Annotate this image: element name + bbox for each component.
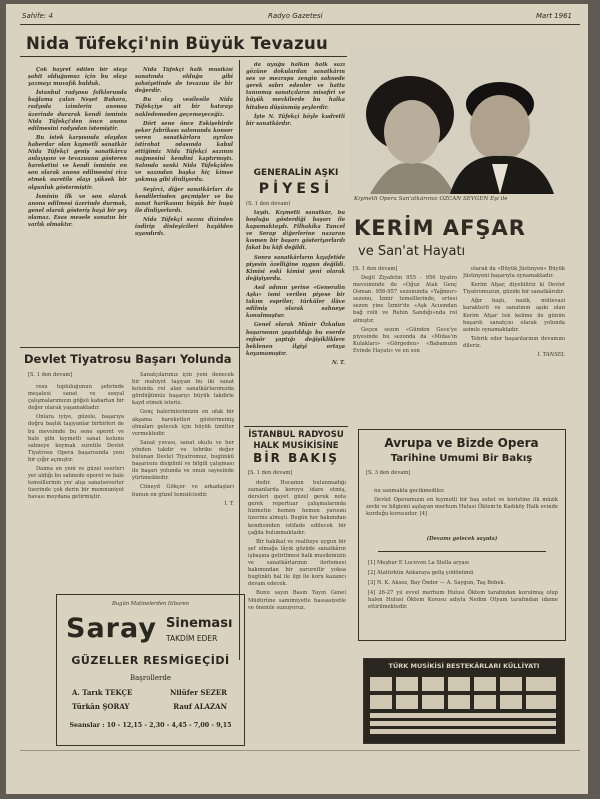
istanbul-headline-1: İSTANBUL RADYOSU: [248, 430, 344, 440]
saray-name: Saray: [66, 613, 157, 644]
generalin-signature: N. T.: [331, 359, 345, 366]
nida-rule: [20, 56, 347, 57]
column-divider: [239, 60, 240, 660]
kulliyat-ad: [363, 658, 565, 744]
page-number: Sahife: 4: [22, 12, 53, 20]
nida-headline: Nida Tüfekçi'nin Büyük Tevazuu: [26, 34, 329, 53]
istanbul-devam: [S. 1 den devam]: [248, 470, 293, 476]
bottom-rule: [20, 750, 580, 751]
istanbul-body: dedir. Hocamın bulunmadığı zamanlarda koroyu idare etmiş, dersleri gayet güzel gerek nota gerek repertuar çalışmalarında hizmetin hemen hemen yarısını üzerine almıştı. Bugün her bakımdan kendisinden istifade edilecek bir çağda bulunmaktadır. Bir hakikat ve realiteye uygun bir şef olmağa lâyık gözüde sanatkârın işbaşına getirilmesi halk musikimizin ve sanatkârlarının ilerlemesi bakımından bir zaruretlir yoksa bugünkü hal ile ilgi ile koru kazancı devam edecek. Bunu sayın Basın Yayın Genel Müdürüne samimiyetle hassasiyetle ve önemle sunuyoruz.: [248, 480, 346, 611]
avrupa-notes: [1] Meşhur E Luceven La Stella aryası [2] Atatürkün Ankaraya geliş yıldönümü [3] N. K. Aksez, Bay Önder — A. Saygun, Taş Bebek. [4] 26-27 yıl evvel merhum Hulusi Öktem tarafından kurulmuş olup halen Hulusi Öktem Korosu adıyla Nedim Otyam tarafından idame ettirilmektedir.: [368, 560, 558, 611]
cast-member: Türkân ŞORAY: [72, 702, 130, 711]
generalin-body: taydı. Kıymetli sanatkâr, bu boşluğu gösterdiği başarı ile kapamaktaydı. Filhakika Tuncel ve Serap diğerlerine nazaran kısmen bir başarı gösteriyorlardı fakat bu kâfi değildi. Sonra sanatkârların kıyafetide piyesin özelliğine uygun değildi. Kimisi eski kimisi yeni olarak değişiyordu. Asıl adının yerine «Generalin Aşkı» ismi verilen piyese bir takım espriler, türküler ilâve edilmiş olarak sahneye konulmuştur. Genel olarak Münir Özkulun başarısının yaşatıldığı bu eserde rejisör yaptığı değişikliklere beklenen ilgiyi ortaya koyamamıştır. N. T.: [246, 210, 345, 366]
cast-member: A. Tarık TEKÇE: [72, 688, 133, 697]
cast-row-1: [72, 688, 227, 697]
devlet-rule: [20, 347, 240, 348]
cast-row-2: [72, 702, 227, 711]
saray-pre: Bugün Matinelerden İtibaren: [111, 601, 190, 607]
avrupa-devam: [S. 3 den devam]: [366, 470, 411, 476]
nida-column-1: Çok hayret edilen bir olayı şahit olduğumuz için bu olayı yazmayı muvafık bulduk. İstanbul radyosu folklorunda bağlama çalan Neşet Buhara, radyoda izimlerin anonsu üzerinde durarak kendi isminin Nida Tüfekçi'den önce anons edilmesini radyodan istemiştir. Bu istek karşısında olaydan haberdar olan kıymetli sanatkâr Nida Tüfekçi geniş sanatkârca anlayışını ve tevazuunu gösteren hareketini ve kendi isminin en son olarak anons edilmesini rica etmek suretile olayı yüksek bir olgunluk göstermiştir. İsminin ilk ve son olarak anons edilmesi üzerinde durmak, genel olarak gösteriş bayâ bir şey olamaz. Esas mesele sanatın bir varlık olmaktır.: [28, 67, 127, 228]
kerim-column-b: olarak da «Büyük Jüstinyen» Büyük Jüstinyeni başarıyla oynamaktadır. Kerim Afşar, diyebiliriz ki Devlet Tiyatromuzun, güzide bir sanatkârıdır. Ağır başlı, nazik, mütevazi karakterli ve sanatının aşıkı olan Kerim Afşar tek kelime ile günün başarılı sanatçısı olarak yolunda asimle oynamaktadır. Tebrik eder başarılarının devamını dileriz. İ. TANSEL: [463, 266, 565, 359]
kerim-subtitle: ve San'at Hayatı: [358, 244, 466, 259]
newspaper-page: [6, 4, 588, 794]
saray-takdim: TAKDİM EDER: [166, 634, 218, 643]
kulliyat-book-list: [368, 675, 560, 739]
kerim-signature: İ. TANSEL: [537, 352, 565, 359]
istanbul-headline-2: HALK MUSİKİSİNE: [253, 441, 339, 451]
istanbul-rule: [244, 426, 348, 427]
devlet-column-1: rosu topluluğunun şehrinde meşalesi sanat ve sosyal çalışmalarımızın göğsü kabartan bir değer olarak yaşamaktadır. Onlara iyiye, güzele, başarıya doğru başlık taşıyanlar birbirleri de bu mevsimde bu sene operet ve bale gibi kıymetli sanat kolunu sahneye koymak suretile Devlet Tiyatrosu Opera başarısında yeni bir çığır açmıştır. Daima en yeni ve güzel eserleri yer aldığı bu sahnede operet ve bale temsillerinin yer alışı sanatseverler üzerinde çok derin bir memnuniyet havası meydana getirmiştir.: [28, 384, 124, 501]
devlet-signature: İ. T.: [224, 500, 234, 507]
devlet-column-2: Sanatçılarımız için yeni denecek bir mahiyet taşıyan bu iki sanat kolunda rol alan sanatkârlarımızda gördüğümüz başarıyı büyük takdirle kayd etmek isteriz. Genç balerinlerimizin en ufak bir akşama hareketleri göstermemiş olmaları gelecek için büyük ümitler vermektedir. Sanat yuvası, sanat okulu ve her yönden takdir ve tebrike değer bulunan Devlet Tiyatromuz, bugünkü başarısını disiplinli ve bilgili çalışması ile başarı yolunda ve onun sayesinde yürümektedir. Cüneyd Gökçer ve arkadaşları bunun en güzel temsilcisidir. İ. T.: [132, 372, 234, 507]
avrupa-subtitle: Tarihine Umumi Bir Bakış: [390, 453, 533, 464]
generalin-headline-bottom: PİYESİ: [258, 181, 334, 197]
istanbul-headline-3: BİR BAKIŞ: [253, 451, 339, 465]
generalin-headline-top: GENERALİN AŞKI: [253, 168, 339, 178]
saray-sinema: Sineması: [166, 616, 233, 631]
avrupa-continue: (Devamı gelecek sayıda): [426, 536, 498, 542]
issue-date: Mart 1961: [536, 12, 572, 20]
seance-times: Seanslar : 10 - 12,15 - 2,30 - 4,45 - 7,00 - 9,15: [69, 722, 232, 729]
header-rule: [20, 24, 580, 25]
kerim-column-a: Değil Ziyafetin 955 - 956 tiyatro mevsiminde de «Oğuz Atak Genç Osman. 956-957 sezonunda «Yağmur» sezonu, İzmir temsillerinde, ertesi sezon yine İzmir'de «Aşk Acısından bağ rolü ve Rehin Sandığı»nda rol almıştır. Geçen sezon «Günden Gece'ye piyesinde bu sezonda da «Midas'ın Kulakları» «Görgeden» «Babamızın Evinde Hayatı» ve en son: [353, 275, 457, 354]
cast-heading: Başrollerde: [129, 674, 172, 682]
cast-member: Nilüfer SEZER: [169, 688, 227, 697]
avrupa-body: nu sanmakta gecikmediler. Devlet Operamızın en kıymetli bir baş solist ve koristine ilk müzik zevki ve bilgisini aşılayan merhum Hulusi Öktem'in Kadıköy Halk evinde kurduğu korosudur. [4]: [366, 488, 558, 518]
devlet-headline: Devlet Tiyatrosu Başarı Yolunda: [24, 352, 232, 366]
nida-column-2: Nida Tüfekçi halk musikisi sanatında olduğu gibi şahsiyetinde de tevazuu ile bir değerdir. Bu olay vesilesile Nida Tüfekçiye ait bir hatırayı nakledemeden geçemeyeceğiz. Dört sene önce Eskişehirde şeker fabrikası salonunda konser veren sanatkârlara ayrılan istirahat odasında kabul ettiğimiz Nida Tüfekçi sazının nağmesini kendini kaptırmıştı. Salonda sanki Nida Tüfekçiden ve sazından başka hiç kimse yokmuş gibi dinliyordu. Seyirci, diğer sanatkârları da kendilerinden geçmişler ve bu sanat harikasını büyük bir huşû ile dinliyorlardı. Nida Tüfekçi sazını dizinden indirip dinleyicileri hayâlden uyandırdı.: [135, 67, 233, 238]
avrupa-headline: Avrupa ve Bizde Opera: [384, 436, 539, 450]
cast-member: Rauf ALAZAN: [173, 702, 227, 711]
photo-caption: Kıymetli Opera San'atkârımız ÖZCAN SEVGEN Eşi ile: [354, 196, 508, 202]
devlet-devam: [S. 1 den devam]: [28, 372, 73, 378]
nida-column-3: da uyuğu halkın halk sazı gözüne dokulardan sanatkârın ses ve mezrapa zengin sahnede gerek sabrı edenler ve hatta tanınmış sanatçıların misafiri ve büyük mevkilerde bu halka hitaben düşünmüş şeylerdir. İşte N. Tüfekçi böyle kudretli bir sanatkârdır.: [246, 62, 345, 127]
film-title: GÜZELLER RESMİGEÇİDİ: [71, 654, 230, 667]
kerim-headline: KERİM AFŞAR: [354, 216, 526, 240]
avrupa-notes-rule: [378, 551, 546, 552]
kulliyat-title: TÜRK MUSİKİSİ BESTEKÂRLARI KÜLLİYATI: [388, 662, 540, 670]
kerim-devam: [S. 1 den devam]: [353, 266, 398, 272]
couple-photo: [350, 46, 560, 194]
newspaper-name: Radyo Gazetesi: [268, 12, 323, 20]
generalin-devam: (S. 1 den devam): [246, 201, 291, 207]
